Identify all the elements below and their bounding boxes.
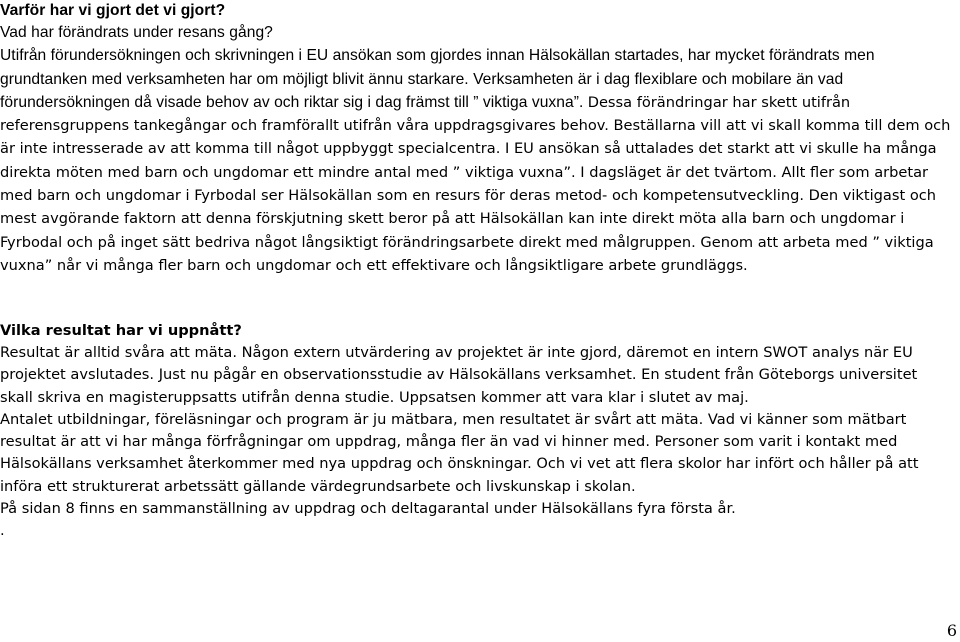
results-paragraph-4: . — [0, 522, 5, 540]
results-paragraph-1: Resultat är alltid svåra att mäta. Någon extern utvärdering av projektet är inte gjord, däremot en intern SWOT analys när EU projektet avslutades. Just nu pågår en observationsstudie av Hälsokällans verksamhet. En student från Göteborgs universitet skall skriva en magisteruppsatts utifrån denna studie. Uppsatsen kommer att vara klar i slutet av maj. — [0, 344, 918, 406]
section-paragraph-why — [0, 44, 952, 277]
paragraph-run-2: Dessa förändringar har skett utifrån referensgruppens tankegångar och framförallt utifrån våra uppdragsgivares behov. Beställarna vill att vi skall komma till dem och är inte intresserade av att komma till något uppbyggt specialcentra. — [0, 93, 951, 158]
page-number: 6 — [946, 621, 957, 640]
results-paragraph-2: Antalet utbildningar, föreläsningar och program är ju mätbara, men resultatet är svårt att mäta. Vad vi känner som mätbart resultat är att vi har många förfrågningar om uppdrag, många fler än vad vi hinner med. Personer som varit i kontakt med Hälsokällans verksamhet återkommer med nya uppdrag och önskningar. Och vi vet att flera skolor har infört och håller på att införa ett strukturerat arbetssätt gällande värdegrundsarbete och livskunskap i skolan. — [0, 410, 919, 495]
section-results — [0, 320, 960, 543]
paragraph-run-3: I EU ansökan så uttalades det starkt att vi skulle ha många direkta möten med barn och ungdomar ett mindre antal med ” viktiga vuxna”. I dagsläget är det tvärtom. Allt fler som arbetar med barn och ungdomar i Fyrbodal ser Hälsokällan som en resurs för deras metod- och kompetensutveckling. Den viktigast och mest avgörande faktorn att denna förskjutning skett beror på att Hälsokällan kan inte direkt möta alla barn och ungdomar i Fyrbodal och på inget sätt bedriva något långsiktigt förändringsarbete direkt med målgruppen. Genom att arbeta med ” viktiga vuxna” når vi många fler barn och ungdomar och ett effektivare och långsiktligare arbete grundläggs. — [0, 140, 937, 274]
section-heading-why: Varför har vi gjort det vi gjort? — [0, 2, 226, 19]
section-why — [0, 0, 960, 277]
results-paragraph-3: På sidan 8 finns en sammanställning av uppdrag och deltagarantal under Hälsokällans fyra första år. — [0, 500, 736, 518]
paragraph-run-1: Utifrån förundersökningen och skrivningen i EU ansökan som gjordes innan Hälsokällan startades, har mycket förändrats men grundtanken med verksamheten har om möjligt blivit ännu starkare. Verksamheten är i dag flexiblare och mobilare än vad förundersökningen då visade behov av och riktar sig i dag främst till ” viktiga vuxna”. — [0, 47, 875, 111]
section-subheading-changes: Vad har förändrats under resans gång? — [0, 24, 273, 41]
section-heading-results: Vilka resultat har vi uppnått? — [0, 322, 242, 339]
